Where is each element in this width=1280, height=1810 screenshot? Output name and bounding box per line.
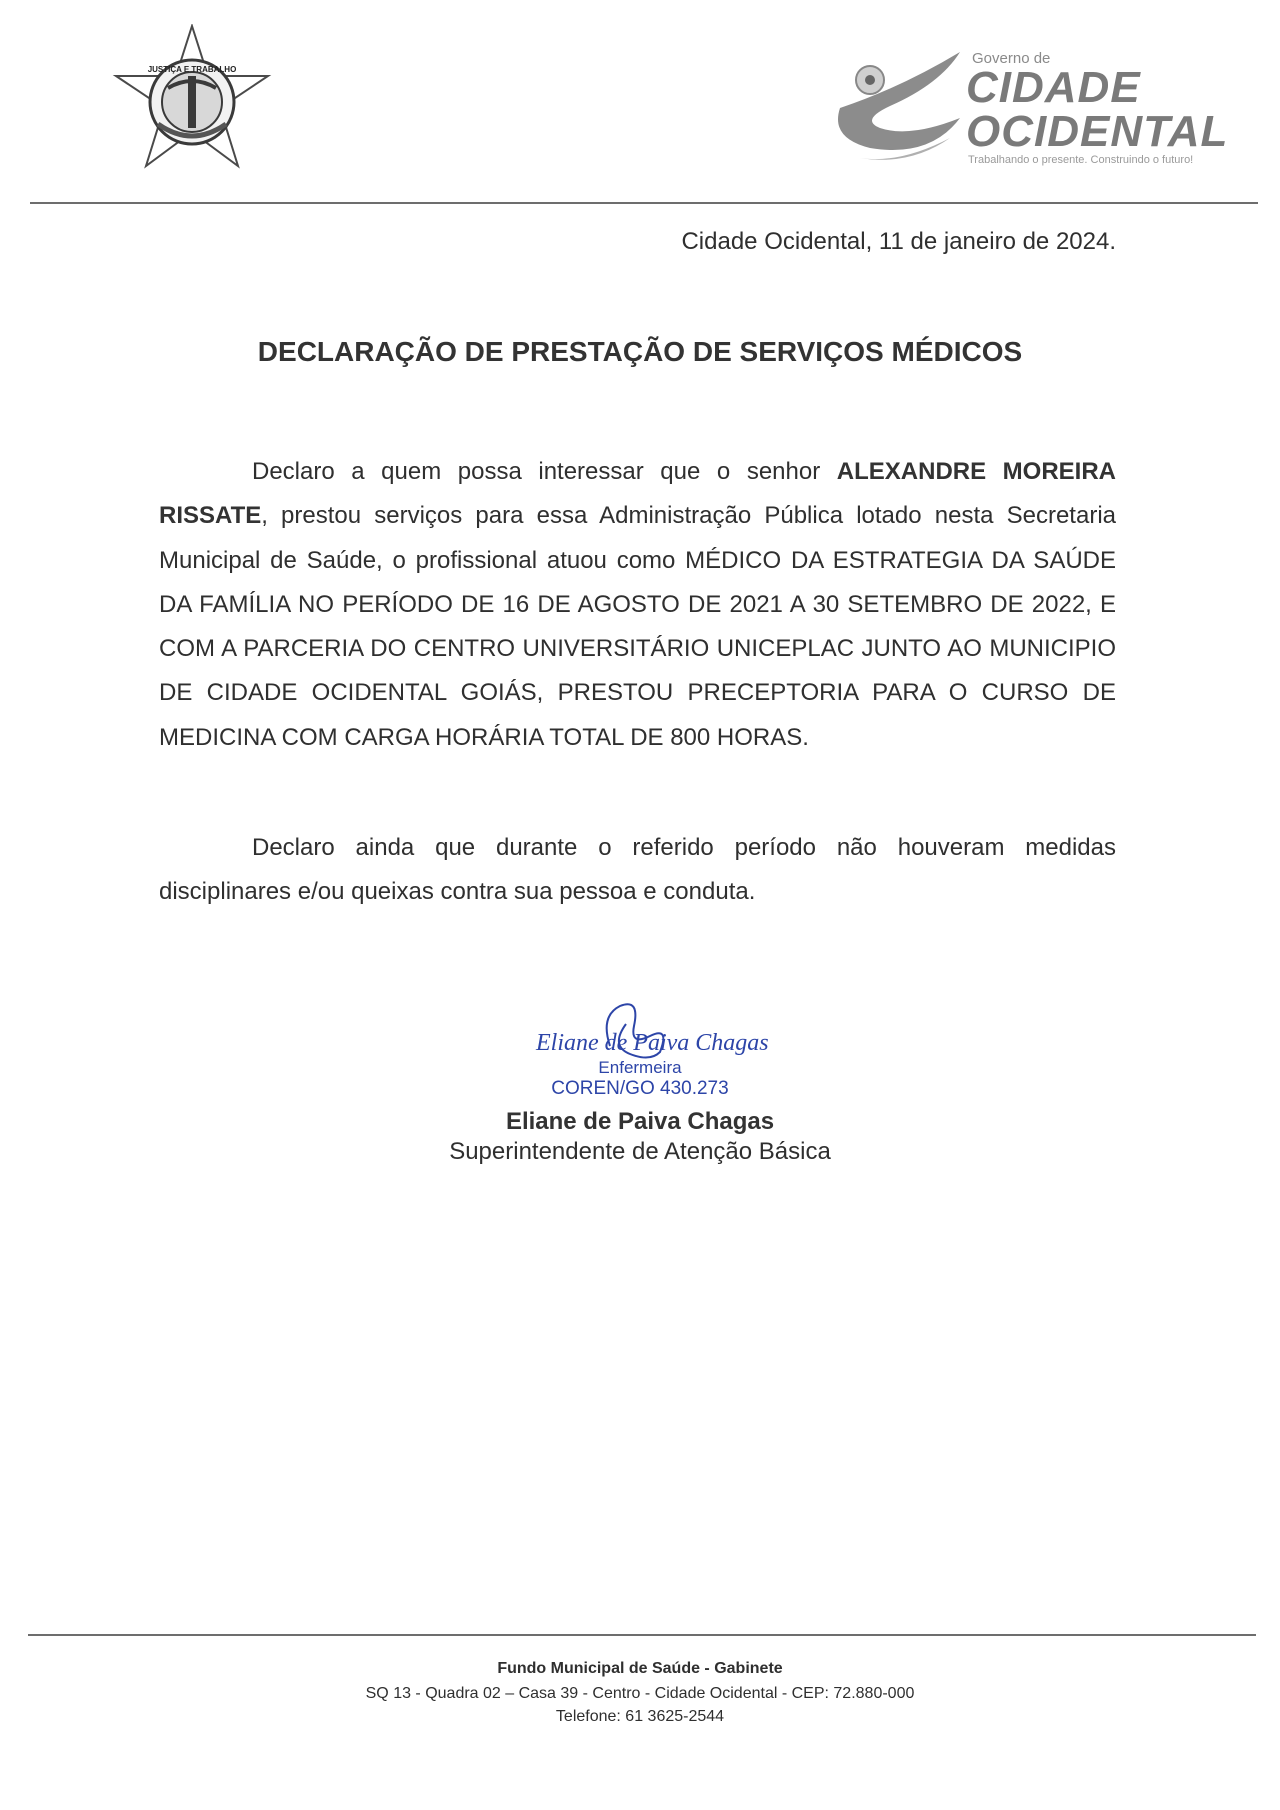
paragraph1-rest: , prestou serviços para essa Administração Pública lotado nesta Secretaria Municipal de Saúde, o profissional atuou como MÉDICO DA ESTRATEGIA DA SAÚDE DA FAMÍLIA NO PERÍODO DE 16 DE AGOSTO DE 2021 A 30 SETEMBRO DE 2022, E COM A PARCERIA DO CENTRO UNIVERSITÁRIO UNICEPLAC JUNTO AO MUNICIPIO DE CIDADE OCIDENTAL GOIÁS, PRESTOU PRECEPTORIA PARA O CURSO DE MEDICINA COM CARGA HORÁRIA TOTAL DE 800 HORAS. — [159, 502, 1116, 751]
document-title: DECLARAÇÃO DE PRESTAÇÃO DE SERVIÇOS MÉDICOS — [257, 336, 1023, 367]
government-slogan: Trabalhando o presente. Construindo o futuro! — [968, 154, 1194, 166]
footer-address: SQ 13 - Quadra 02 – Casa 39 - Centro - Cidade Ocidental - CEP: 72.880-000 — [365, 1685, 915, 1702]
footer-phone: Telefone: 61 3625-2544 — [555, 1708, 725, 1725]
stamp-role: Enfermeira — [598, 1058, 682, 1077]
footer-divider — [28, 1634, 1256, 1636]
swoosh-emblem-icon — [830, 48, 970, 168]
signer-name: Eliane de Paiva Chagas — [505, 1108, 775, 1135]
svg-text:JUSTIÇA E TRABALHO: JUSTIÇA E TRABALHO — [147, 65, 237, 74]
stamp-signature-name: Eliane de Paiva Chagas — [536, 1030, 769, 1056]
paragraph2-text: Declaro ainda que durante o referido período não houveram medidas disciplinares e/ou queixas contra sua pessoa e conduta. — [159, 834, 1116, 906]
declaration-paragraph-1 — [159, 450, 1116, 760]
city-name-line1: CIDADE — [966, 63, 1141, 112]
date-line: Cidade Ocidental, 11 de janeiro de 2024. — [681, 228, 1116, 255]
declared-person-name: ALEXANDRE MOREIRA RISSATE — [159, 458, 1117, 530]
stamp-registration: COREN/GO 430.273 — [551, 1078, 729, 1099]
paragraph1-lead: Declaro a quem possa interessar que o senhor — [252, 458, 837, 485]
signer-role: Superintendente de Atenção Básica — [449, 1138, 831, 1165]
declaration-paragraph-2 — [159, 826, 1116, 915]
city-name-line2: OCIDENTAL — [966, 107, 1229, 156]
header-divider — [30, 202, 1258, 204]
government-prefix: Governo de — [972, 50, 1051, 67]
footer-organization: Fundo Municipal de Saúde - Gabinete — [497, 1660, 783, 1677]
government-logo — [830, 48, 1229, 168]
municipal-crest-logo — [108, 24, 276, 180]
